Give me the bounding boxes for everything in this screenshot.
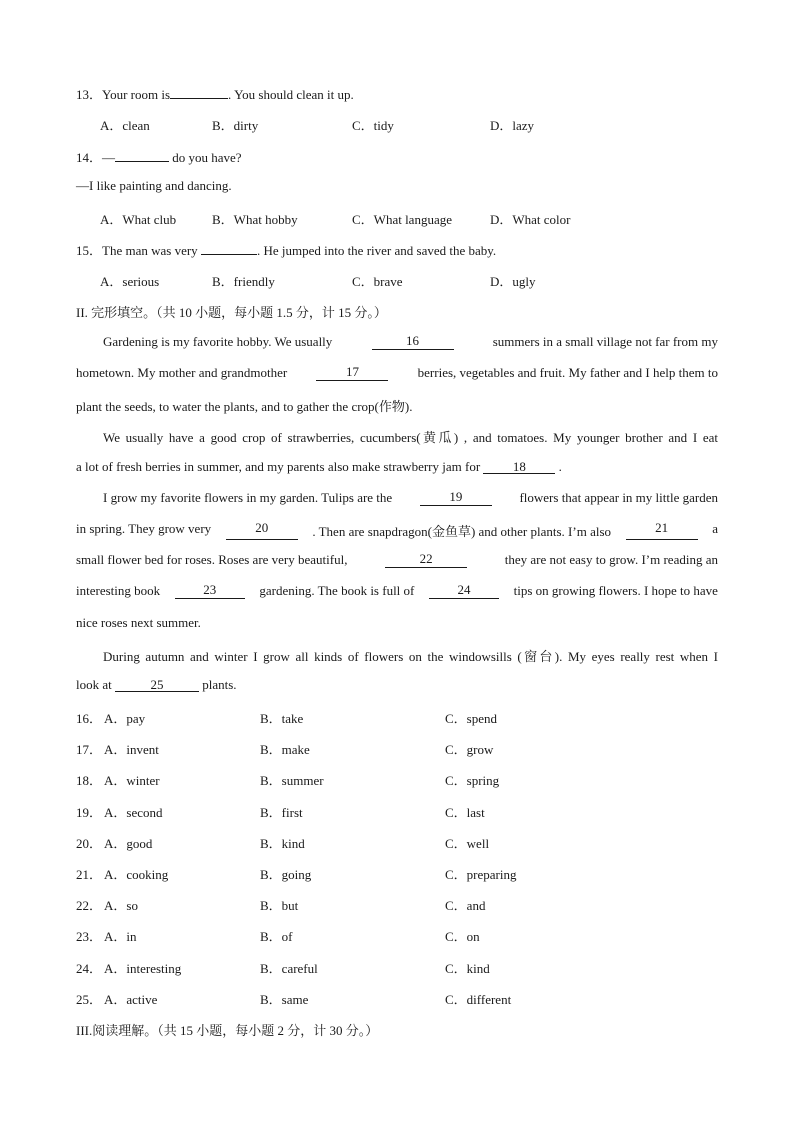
- answer-blank: [201, 254, 257, 255]
- section-title: II. 完形填空。（共 10 小题，每小题 1.5 分，计 15 分。）: [76, 305, 387, 320]
- option-d: D．What color: [490, 212, 571, 227]
- option-a: A．good: [104, 836, 153, 851]
- option-c: C．brave: [352, 274, 403, 289]
- passage-text: they are not easy to grow. I’m reading an: [504, 552, 718, 567]
- option-a: A．so: [104, 898, 138, 913]
- option-number: 25．: [76, 992, 103, 1007]
- passage-text: Gardening is my favorite hobby. We usually: [103, 334, 333, 349]
- option-a: A．second: [104, 805, 163, 820]
- question-number: 14．—: [76, 150, 116, 165]
- section-title: III.阅读理解。（共 15 小题，每小题 2 分，计 30 分。）: [76, 1023, 379, 1038]
- option-a: A．in: [104, 929, 137, 944]
- option-number: 21．: [76, 867, 103, 882]
- option-b: B．summer: [260, 773, 324, 788]
- option-a: A．invent: [104, 742, 159, 757]
- passage-text: plants.: [199, 677, 237, 692]
- option-c: C．and: [445, 898, 486, 913]
- passage-text: hometown. My mother and grandmother: [76, 365, 288, 380]
- cloze-blank-17: 17: [316, 365, 388, 381]
- cloze-blank-24: 24: [429, 583, 499, 599]
- passage-line: [103, 334, 718, 350]
- passage-text: plant the seeds, to water the plants, and to gather the crop(作物).: [76, 399, 413, 414]
- option-b: B．kind: [260, 836, 305, 851]
- option-a: A．pay: [104, 711, 146, 726]
- option-d: D．lazy: [490, 118, 535, 133]
- question-14: [76, 147, 242, 166]
- option-c: C．tidy: [352, 118, 394, 133]
- passage-text: . Then are snapdragon(金鱼草) and other plants. I’m also: [312, 524, 612, 539]
- cloze-blank-21: 21: [626, 521, 698, 540]
- question-text: The man was very: [102, 243, 201, 258]
- passage-text: I grow my favorite flowers in my garden. Tulips are the: [103, 490, 393, 505]
- option-c: C．well: [445, 836, 490, 851]
- option-a: A．interesting: [104, 961, 182, 976]
- option-a: A．serious: [100, 274, 160, 289]
- option-b: B．take: [260, 711, 304, 726]
- passage-line: [76, 521, 718, 540]
- question-number: 13．: [76, 87, 103, 102]
- answer-blank: [115, 161, 169, 162]
- option-a: A．What club: [100, 212, 177, 227]
- option-a: A．active: [104, 992, 158, 1007]
- option-number: 19．: [76, 805, 103, 820]
- cloze-blank-20: 20: [226, 521, 298, 540]
- passage-text: berries, vegetables and fruit. My father and I help them to: [417, 365, 718, 380]
- option-c: C．kind: [445, 961, 490, 976]
- passage-line: [76, 552, 718, 568]
- passage-line: [76, 583, 718, 599]
- question-13: [76, 84, 354, 103]
- option-number: 22．: [76, 898, 103, 913]
- question-text: . He jumped into the river and saved the baby.: [256, 243, 497, 258]
- passage-text: a lot of fresh berries in summer, and my parents also make strawberry jam for: [76, 459, 484, 474]
- option-number: 17．: [76, 742, 103, 757]
- cloze-blank-23: 23: [175, 583, 245, 599]
- option-b: B．but: [260, 898, 299, 913]
- passage-text: tips on growing flowers. I hope to have: [513, 583, 718, 598]
- passage-text: small flower bed for roses. Roses are very beautiful,: [76, 552, 348, 567]
- option-b: B．make: [260, 742, 310, 757]
- cloze-blank-22: 22: [385, 552, 467, 568]
- option-b: B．first: [260, 805, 303, 820]
- question-text: . You should clean it up.: [228, 87, 354, 102]
- question-text: do you have?: [169, 150, 242, 165]
- passage-text: gardening. The book is full of: [259, 583, 415, 598]
- option-c: C．on: [445, 929, 480, 944]
- passage-text: flowers that appear in my little garden: [519, 490, 718, 505]
- passage-line: [103, 490, 718, 506]
- passage-line: [76, 365, 718, 381]
- cloze-blank-19: 19: [420, 490, 492, 506]
- option-b: B．careful: [260, 961, 318, 976]
- option-d: D．ugly: [490, 274, 536, 289]
- option-b: B．friendly: [212, 274, 275, 289]
- passage-text: look at: [76, 677, 115, 692]
- option-number: 16．: [76, 711, 103, 726]
- question-number: 15．: [76, 243, 103, 258]
- passage-line: [76, 677, 237, 693]
- question-text: Your room is: [102, 87, 171, 102]
- cloze-blank-25: 25: [115, 678, 199, 692]
- passage-text: nice roses next summer.: [76, 615, 201, 630]
- option-c: C．What language: [352, 212, 452, 227]
- option-b: B．of: [260, 929, 293, 944]
- cloze-blank-18: 18: [483, 460, 555, 474]
- option-a: A．clean: [100, 118, 150, 133]
- option-c: C．different: [445, 992, 512, 1007]
- passage-text: .: [555, 459, 562, 474]
- option-b: B．What hobby: [212, 212, 298, 227]
- passage-text: During autumn and winter I grow all kinds of flowers on the windowsills (窗台). My eyes really rest when I: [103, 649, 718, 664]
- option-number: 24．: [76, 961, 103, 976]
- passage-line: [76, 459, 562, 475]
- option-number: 23．: [76, 929, 103, 944]
- option-a: A．winter: [104, 773, 160, 788]
- question-15: [76, 240, 496, 259]
- option-c: C．spend: [445, 711, 498, 726]
- dialogue-reply: —I like painting and dancing.: [76, 178, 232, 193]
- option-c: C．preparing: [445, 867, 517, 882]
- option-c: C．grow: [445, 742, 494, 757]
- passage-text: We usually have a good crop of strawberries, cucumbers(黄瓜) , and tomatoes. My younger brother and I eat: [103, 430, 718, 445]
- passage-text: interesting book: [76, 583, 161, 598]
- option-number: 18．: [76, 773, 103, 788]
- passage-text: a: [712, 521, 718, 536]
- answer-blank: [170, 98, 228, 99]
- option-number: 20．: [76, 836, 103, 851]
- option-a: A．cooking: [104, 867, 169, 882]
- option-c: C．last: [445, 805, 485, 820]
- passage-text: in spring. They grow very: [76, 521, 212, 536]
- option-c: C．spring: [445, 773, 500, 788]
- passage-text: summers in a small village not far from my: [492, 334, 718, 349]
- option-b: B．dirty: [212, 118, 259, 133]
- cloze-blank-16: 16: [372, 334, 454, 350]
- option-b: B．going: [260, 867, 312, 882]
- option-b: B．same: [260, 992, 309, 1007]
